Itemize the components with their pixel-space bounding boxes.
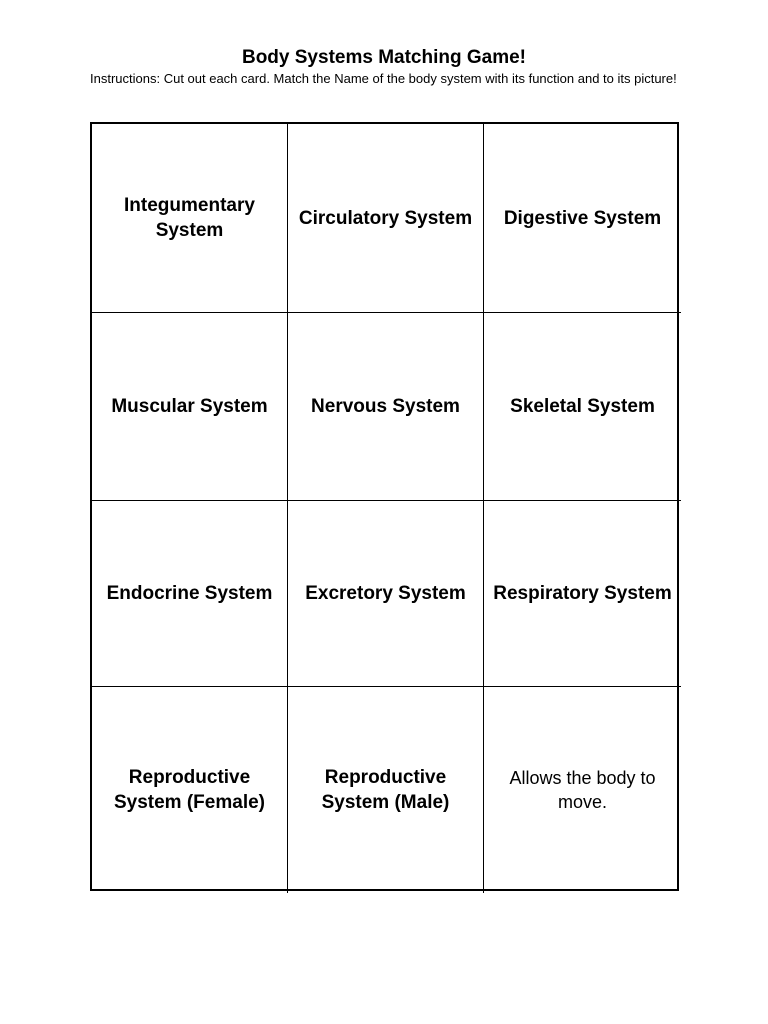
card-integumentary-system: Integumentary System xyxy=(92,124,288,313)
card-digestive-system: Digestive System xyxy=(484,124,681,313)
card-nervous-system: Nervous System xyxy=(288,313,484,501)
card-excretory-system: Excretory System xyxy=(288,501,484,687)
instructions-text: Instructions: Cut out each card. Match the Name of the body system with its function and to its picture! xyxy=(90,71,677,86)
card-muscular-system: Muscular System xyxy=(92,313,288,501)
page-title: Body Systems Matching Game! xyxy=(241,47,527,68)
card-function-movement: Allows the body to move. xyxy=(509,768,656,812)
card-grid xyxy=(90,122,679,891)
card-reproductive-system-male: Reproductive System (Male) xyxy=(288,687,484,893)
card-respiratory-system: Respiratory System xyxy=(484,501,681,687)
card-reproductive-system-female: Reproductive System (Female) xyxy=(92,687,288,893)
card-circulatory-system: Circulatory System xyxy=(288,124,484,313)
card-endocrine-system: Endocrine System xyxy=(92,501,288,687)
card-skeletal-system: Skeletal System xyxy=(484,313,681,501)
